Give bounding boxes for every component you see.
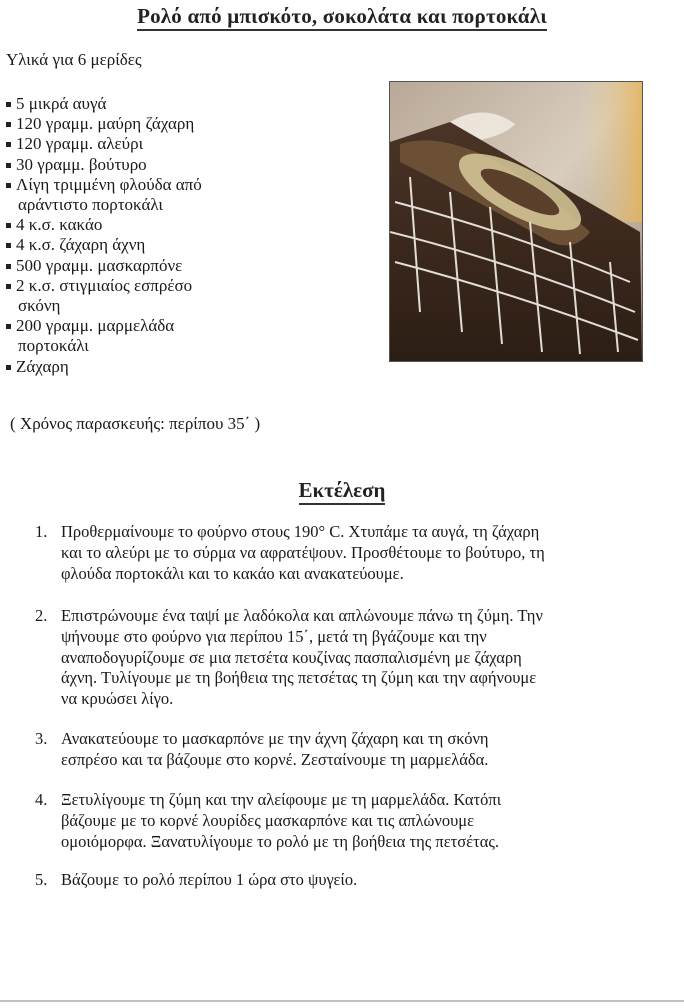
method-heading: Εκτέλεση <box>0 478 684 503</box>
ingredient-item: 5 μικρά αυγά <box>6 94 202 114</box>
step-line: φλούδα πορτοκάλι και το κακάο και ανακατεύουμε. <box>61 563 404 583</box>
ingredient-item: Ζάχαρη <box>6 357 202 377</box>
step-line: Βάζουμε το ρολό περίπου 1 ώρα στο ψυγείο. <box>61 870 358 889</box>
step-line: Ανακατεύουμε το μασκαρπόνε με την άχνη ζάχαρη και τη σκόνη <box>61 729 489 748</box>
step-line: Ξετυλίγουμε τη ζύμη και την αλείφουμε με τη μαρμελάδα. Κατόπι <box>61 790 502 809</box>
ingredients-list <box>6 94 202 377</box>
step-line: εσπρέσο και τα βάζουμε στο κορνέ. Ζεσταίνουμε τη μαρμελάδα. <box>61 749 489 769</box>
servings-label: Υλικά για 6 μερίδες <box>6 50 142 69</box>
ingredient-item: 2 κ.σ. στιγμιαίος εσπρέσο σκόνη <box>6 276 202 316</box>
step-line: βάζουμε με το κορνέ λουρίδες μασκαρπόνε και τις απλώνουμε <box>61 810 475 830</box>
step-line: ομοιόμορφα. Ξανατυλίγουμε το ρολό με τη βοήθεια της πετσέτας. <box>61 831 500 851</box>
step-line: ψήνουμε στο φούρνο για περίπου 15΄, μετά τη βγάζουμε και την <box>61 626 487 646</box>
step-line: και το αλεύρι με το σύρμα να αφρατέψουν. Προσθέτουμε το βούτυρο, τη <box>61 542 545 562</box>
step-line: αναποδογυρίζουμε σε μια πετσέτα κουζίνας πασπαλισμένη με ζάχαρη <box>61 647 522 667</box>
ingredient-item: 120 γραμμ. αλεύρι <box>6 134 202 154</box>
step-line: Προθερμαίνουμε το φούρνο στους 190° C. Χτυπάμε τα αυγά, τη ζάχαρη <box>61 522 540 541</box>
prep-time: ( Χρόνος παρασκευής: περίπου 35΄ ) <box>10 414 261 433</box>
ingredient-item: Λίγη τριμμένη φλούδα από αράντιστο πορτοκάλι <box>6 175 202 215</box>
bottom-divider <box>0 1000 684 1002</box>
ingredient-item: 500 γραμμ. μασκαρπόνε <box>6 256 202 276</box>
ingredient-item: 30 γραμμ. βούτυρο <box>6 155 202 175</box>
ingredient-item: 4 κ.σ. ζάχαρη άχνη <box>6 235 202 255</box>
ingredient-item: 4 κ.σ. κακάο <box>6 215 202 235</box>
step-line: άχνη. Τυλίγουμε με τη βοήθεια της πετσέτας τη ζύμη και την αφήνουμε <box>61 668 537 688</box>
ingredient-item: 120 γραμμ. μαύρη ζάχαρη <box>6 114 202 134</box>
ingredient-item: 200 γραμμ. μαρμελάδα πορτοκάλι <box>6 316 202 356</box>
recipe-photo <box>389 81 643 362</box>
step-line: να κρυώσει λίγο. <box>61 689 174 709</box>
step-line: Επιστρώνουμε ένα ταψί με λαδόκολα και απλώνουμε πάνω τη ζύμη. Την <box>61 606 543 625</box>
recipe-title: Ρολό από μπισκότο, σοκολάτα και πορτοκάλι <box>0 4 684 29</box>
recipe-page: Ρολό από μπισκότο, σοκολάτα και πορτοκάλι Υλικά για 6 μερίδες 5 μικρά αυγά 120 γραμμ. μαύρη ζάχαρη 120 γραμμ. αλεύρι 30 γραμμ. βούτυρο Λίγη τριμμένη φλούδα από αράντιστο πορτοκάλι 4 κ.σ. κακάο 4 κ.σ. ζάχαρη άχνη 500 γραμμ. μασκαρπόνε 2 κ.σ. στιγμιαίος εσπρέσο σκόνη 200 γραμμ. μαρμελάδα πορτοκάλι Ζάχαρη ( Χρόνος παρασκευής: περίπου 35΄ ) Εκτέλεση 1. Προθερμαίνουμε το φούρνο στους 190° C. Χτυπάμε τα αυγά, τη ζάχαρη και το αλεύρι με το σύρμα να αφρατέψουν. Προσθέτουμε το βούτυρο, τη φλούδα πορτοκάλι και το κακάο και ανακατεύουμε. 2. Επιστρώνουμε ένα ταψί με λαδόκολα και απλώνουμε πάνω τη ζύμη. Την ψήνουμε στο φούρνο για περίπου 15΄, μετά τη βγάζουμε και την αναποδογυρίζουμε σε μια πετσέτα κουζίνας πασπαλισμένη με ζάχαρη άχνη. Τυλίγουμε με τη βοήθεια της πετσέτας τη ζύμη και την αφήνουμε να κρυώσει λίγο. 3. Ανακατεύουμε το μασκαρπόνε με την άχνη ζάχαρη και τη σκόνη εσπρέσο και τα βάζουμε στο κορνέ. Ζεσταίνουμε τη μαρμελάδα. 4. Ξετυλίγουμε τη ζύμη και την αλείφουμε με τη μαρμελάδα. Κατόπι βάζουμε με το κορνέ λουρίδες μασκαρπόνε και τις απλώνουμε ομοιόμορφα. Ξανατυλίγουμε το ρολό με τη βοήθεια της πετσέτας. 5. Βάζουμε το ρολό περίπου 1 ώρα στο ψυγείο. <box>0 0 684 1008</box>
